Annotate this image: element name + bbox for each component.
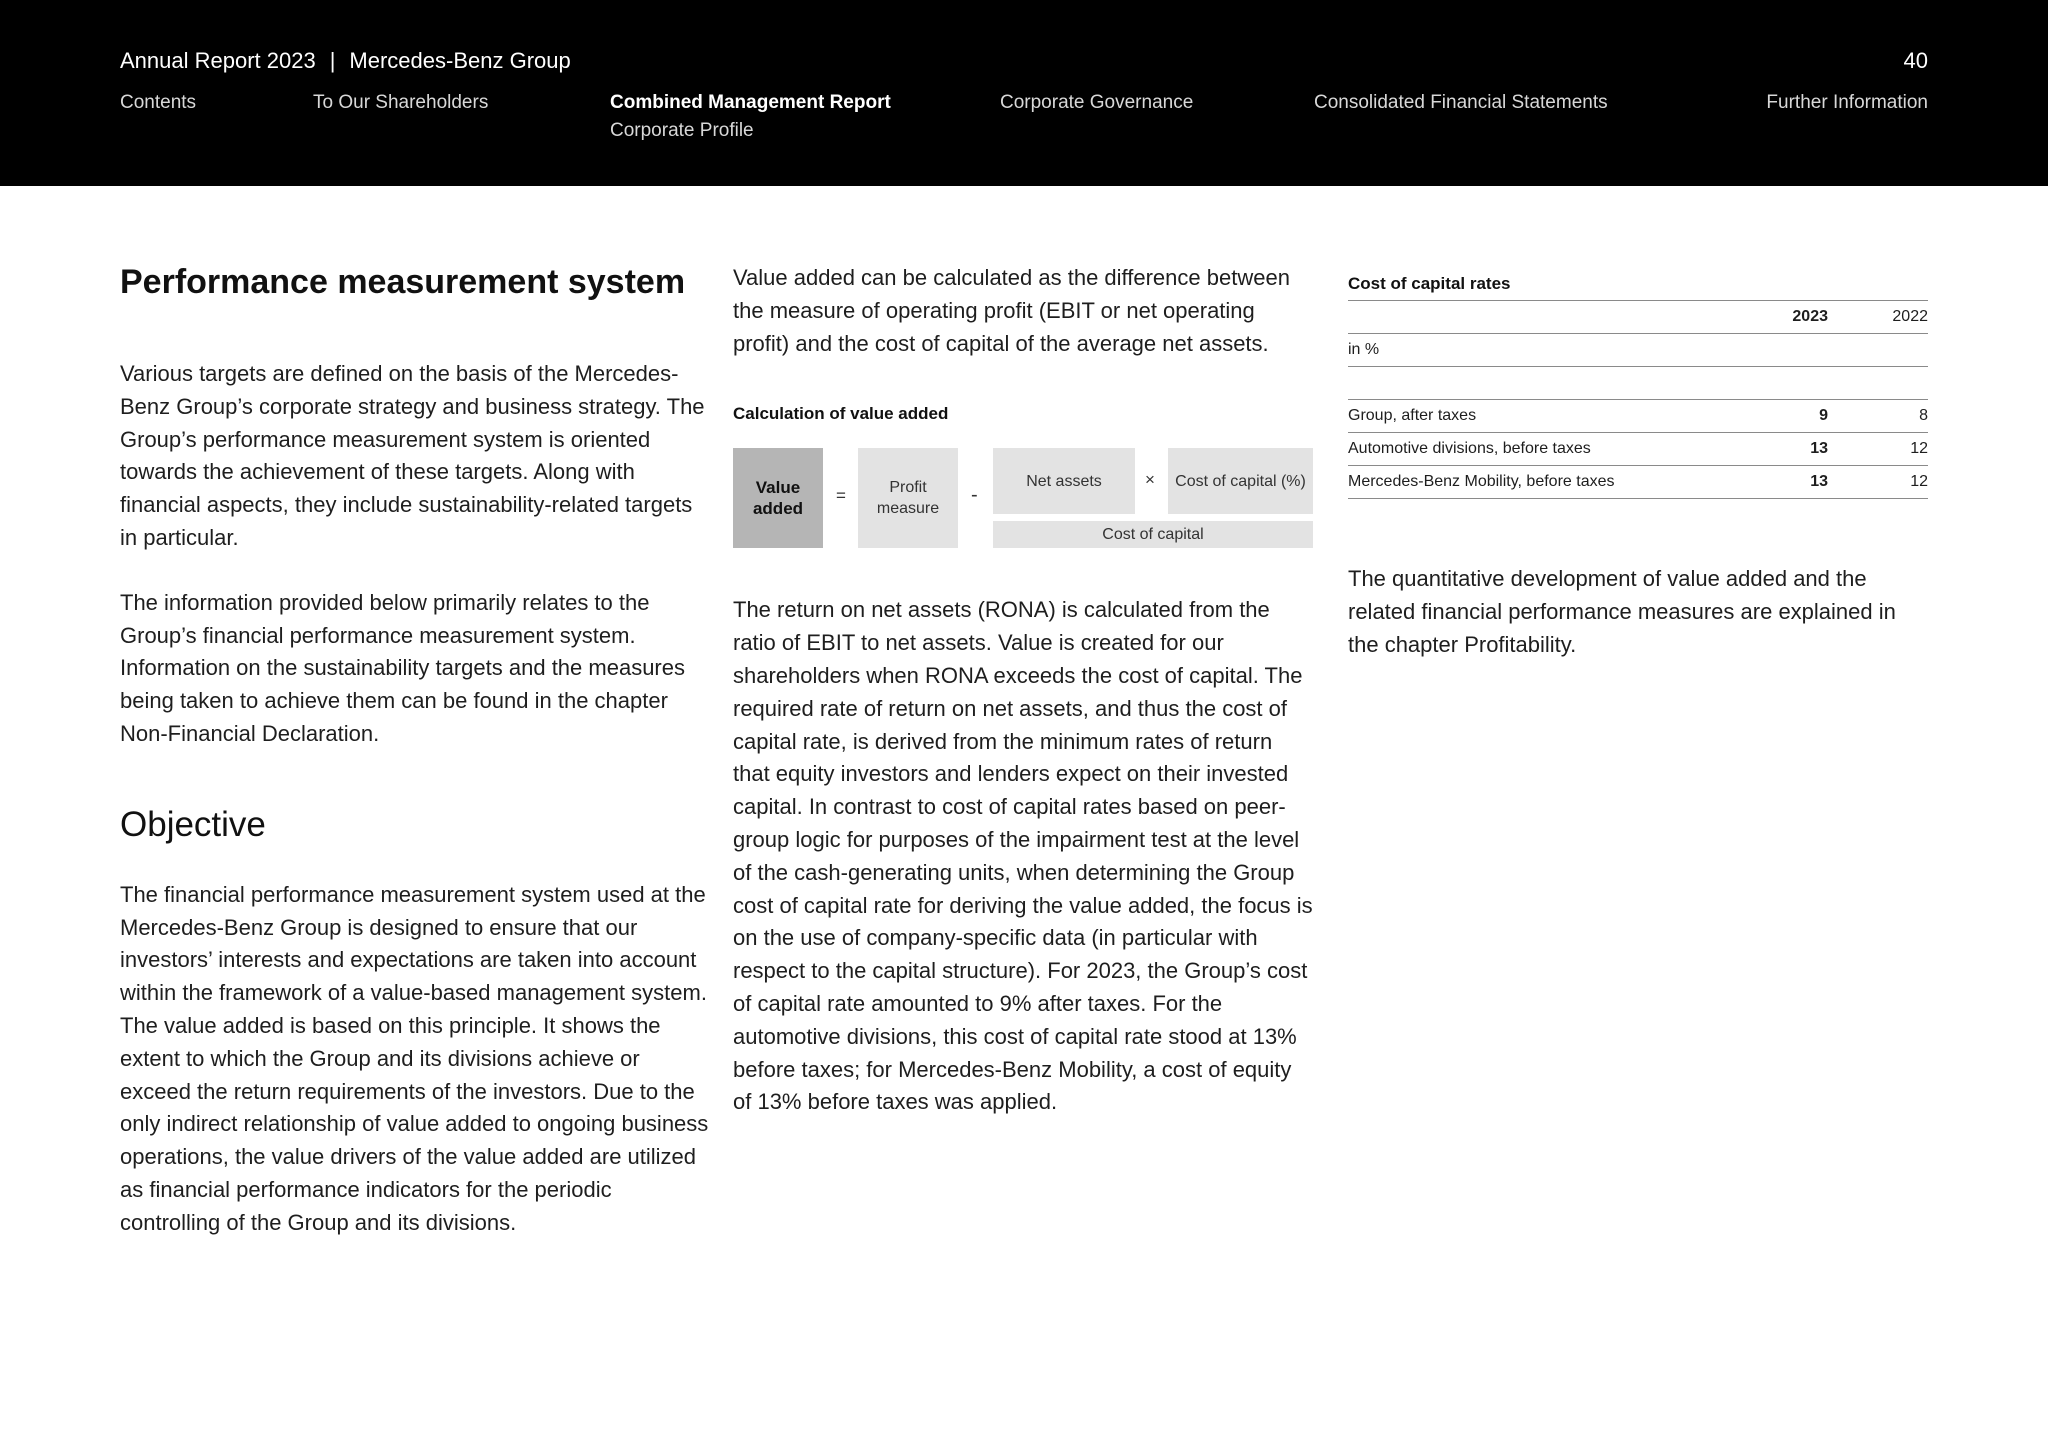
table-row-label: Automotive divisions, before taxes [1348, 440, 1591, 457]
table-header-row [1348, 301, 1928, 334]
section-title: Performance measurement system [120, 263, 686, 301]
table-row [1348, 466, 1928, 499]
table-row-label: Mercedes-Benz Mobility, before taxes [1348, 473, 1615, 490]
diagram-minus-sign: - [971, 484, 978, 507]
table-cell-2022: 8 [1919, 407, 1928, 424]
nav-corporate-governance[interactable]: Corporate Governance [1000, 92, 1194, 113]
column-right [1348, 262, 1928, 661]
table-row [1348, 400, 1928, 433]
nav-consolidated-financial-statements[interactable]: Consolidated Financial Statements [1314, 92, 1608, 113]
table-header-2023: 2023 [1792, 308, 1828, 325]
table-unit-label: in % [1348, 341, 1380, 358]
table-cell-2023: 13 [1810, 440, 1828, 457]
report-title [120, 48, 571, 74]
value-added-diagram [733, 448, 1313, 548]
paragraph-objective: The financial performance measurement system used at the Mercedes-Benz Group is designed to ensure that our investors’ interests and expectations are taken into account within the framework of a value-based management system. The value added is based on this principle. It shows the extent to which the Group and its divisions achieve or exceed the return requirements of the investors. Due to the only indirect relationship of value added to ongoing business operations, the value drivers of the value added are utilized as financial performance indicators for the periodic controlling of the Group and its divisions. [120, 881, 709, 1235]
nav-combined-management-report[interactable]: Combined Management Report [610, 92, 891, 113]
page-header [0, 0, 2048, 186]
report-name: Annual Report 2023 [120, 48, 316, 73]
table-unit-row [1348, 334, 1928, 367]
nav-to-our-shareholders[interactable]: To Our Shareholders [313, 92, 489, 113]
table-row-label: Group, after taxes [1348, 407, 1477, 424]
company-name: Mercedes-Benz Group [349, 48, 571, 73]
paragraph-value-added: Value added can be calculated as the difference between the measure of operating profit (EBIT or net operating profit) and the cost of capital of the average net assets. [733, 265, 1290, 356]
nav-further-information[interactable]: Further Information [1766, 92, 1928, 113]
paragraph-profitability-reference: The quantitative development of value added and the related financial performance measures are explained in the chapter Profitability. [1348, 566, 1896, 657]
diagram-value-added-box: Value added [733, 448, 823, 548]
diagram-cost-of-capital-rate-box: Cost of capital (%) [1168, 448, 1313, 514]
table-cell-2022: 12 [1910, 473, 1928, 490]
diagram-profit-measure-box: Profit measure [858, 448, 958, 548]
table-title: Cost of capital rates [1348, 274, 1928, 301]
paragraph-targets: Various targets are defined on the basis of the Mercedes-Benz Group’s corporate strategy and business strategy. The Group’s performance measurement system is oriented towards the achievement of these targets. Along with financial aspects, they include sustainability-related targets in particular. [120, 361, 705, 550]
diagram-cost-of-capital-box: Cost of capital [993, 521, 1313, 548]
nav-contents[interactable]: Contents [120, 92, 197, 113]
diagram-times-sign: × [1145, 470, 1155, 490]
diagram-title: Calculation of value added [733, 404, 949, 424]
title-separator: | [329, 48, 336, 73]
paragraph-rona: The return on net assets (RONA) is calculated from the ratio of EBIT to net assets. Value is created for our shareholders when RONA exceeds the cost of capital. The required rate of return on net assets, and thus the cost of capital rate, is derived from the minimum rates of return that equity investors and lenders expect on their invested capital. In contrast to cost of capital rates based on peer-group logic for purposes of the impairment test at the level of the cash-generating units, when determining the Group cost of capital rate for deriving the value added, the focus is on the use of company-specific data (in particular with respect to the capital structure). For 2023, the Group’s cost of capital rate amounted to 9% after taxes. For the automotive divisions, this cost of capital rate stood at 13% before taxes; for Mercedes-Benz Mobility, a cost of equity of 13% before taxes was applied. [733, 597, 1313, 1115]
table-row [1348, 433, 1928, 466]
table-cell-2023: 9 [1819, 407, 1828, 424]
diagram-equals-sign: = [836, 486, 846, 506]
table-cell-2022: 12 [1910, 440, 1928, 457]
table-cell-2023: 13 [1810, 473, 1828, 490]
nav-corporate-profile[interactable]: Corporate Profile [610, 120, 754, 141]
column-middle [733, 262, 1313, 1119]
table-header-2022: 2022 [1892, 308, 1928, 325]
subsection-title: Objective [120, 804, 266, 844]
cost-of-capital-table [1348, 301, 1928, 499]
paragraph-information: The information provided below primarily relates to the Group’s financial performance measurement system. Information on the sustainability targets and the measures being taken to achieve them can be found in the chapter Non-Financial Declaration. [120, 589, 685, 746]
page-number: 40 [1903, 48, 1928, 73]
column-left [120, 262, 710, 1240]
table-spacer-row [1348, 367, 1928, 400]
diagram-net-assets-box: Net assets [993, 448, 1135, 514]
